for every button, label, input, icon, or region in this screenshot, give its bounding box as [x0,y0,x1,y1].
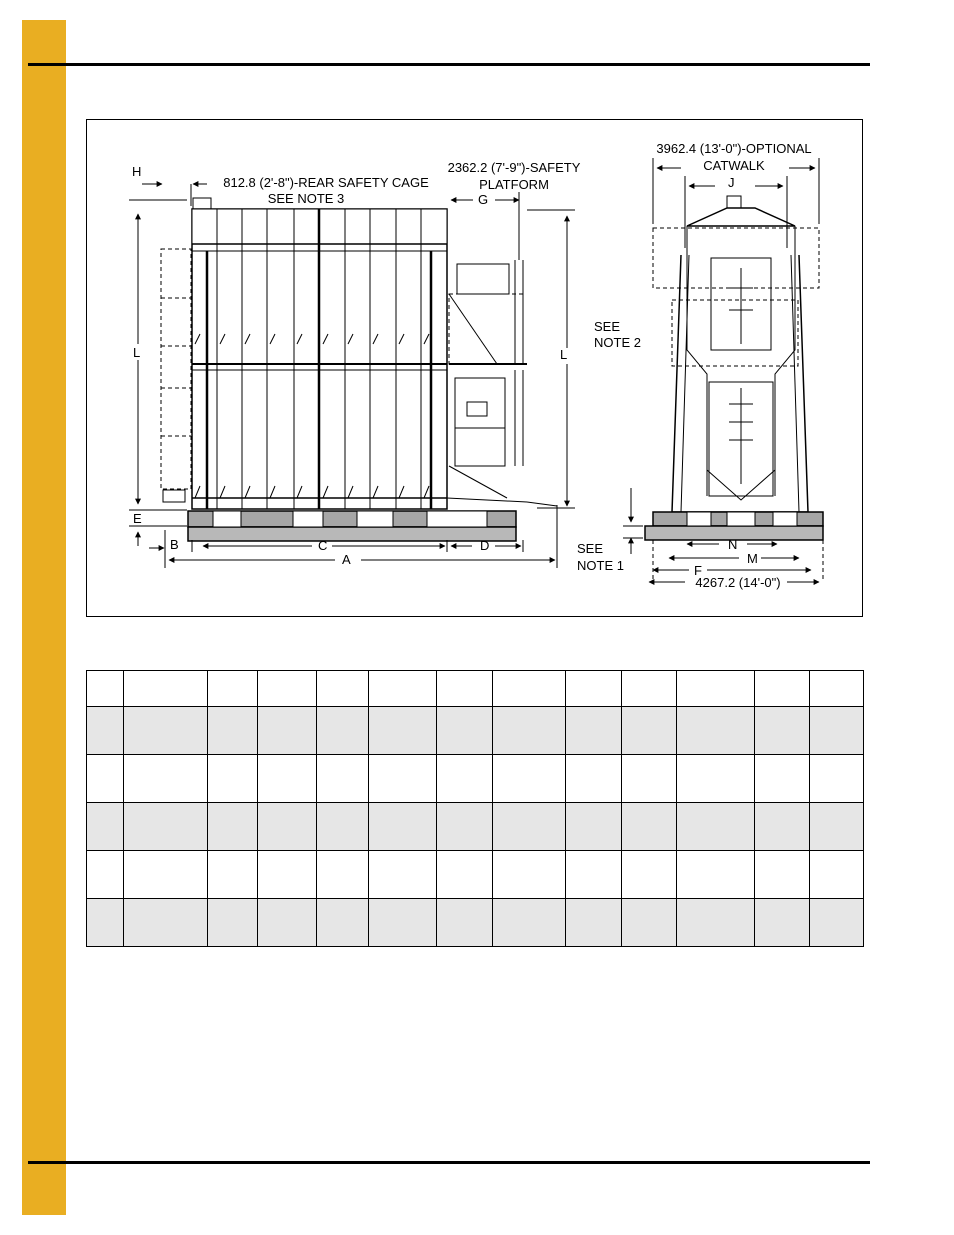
panel-lines [207,209,431,509]
header-cell [437,671,493,707]
table-cell [124,707,208,755]
drawing-svg [87,120,864,618]
table-cell [622,803,677,851]
table-cell [437,803,493,851]
table-cell [810,755,864,803]
header-cell [369,671,437,707]
table-cell [258,803,317,851]
dimension-table [86,670,864,947]
control-panel [455,378,505,466]
table-cell [87,755,124,803]
rear-cage-label-line2: SEE NOTE 3 [267,191,345,206]
table-row [87,755,864,803]
dim-label-b: B [170,537,179,552]
table-cell [124,803,208,851]
dim-label-f: F [694,563,702,578]
header-cell [208,671,258,707]
header-cell [755,671,810,707]
table-cell [258,707,317,755]
table-row [87,803,864,851]
table-row [87,899,864,947]
side-accent-strip [22,20,66,1215]
header-cell [124,671,208,707]
dim-label-d: D [480,538,490,553]
table-cell [677,803,755,851]
table-cell [622,755,677,803]
dim-label-h: H [132,164,142,179]
table-cell [258,899,317,947]
side-view [161,198,557,541]
table-cell [208,755,258,803]
table-cell [566,707,622,755]
header-rule [28,63,870,66]
table-cell [124,755,208,803]
table-cell [677,755,755,803]
footer-rule [28,1161,870,1164]
see-note2-line1: SEE [594,319,621,334]
table-row [87,707,864,755]
dim-label-g: G [478,192,489,207]
table-cell [437,851,493,899]
table-cell [566,803,622,851]
header-cell [317,671,369,707]
table-cell [317,707,369,755]
dim-label-l-left: L [133,345,141,360]
table-cell [437,899,493,947]
rear-cage-label-line1: 812.8 (2'-8")-REAR SAFETY CAGE [223,175,429,190]
catwalk-label-line1: 3962.4 (13'-0")-OPTIONAL [656,141,812,156]
dim-label-m: M [747,551,758,566]
table-cell [677,707,755,755]
header-cell [677,671,755,707]
table-cell [566,755,622,803]
table-cell [87,899,124,947]
dim-label-l-right: L [560,347,568,362]
table-cell [369,899,437,947]
table-cell [124,899,208,947]
table-cell [317,755,369,803]
table-cell [810,707,864,755]
table-cell [810,851,864,899]
rear-cage-outline [161,249,191,489]
table-cell [755,755,810,803]
table-cell [208,707,258,755]
table-cell [124,851,208,899]
table-cell [677,851,755,899]
table-row [87,851,864,899]
table-cell [437,755,493,803]
table-cell [87,803,124,851]
table-cell [369,755,437,803]
table-cell [493,803,566,851]
table-cell [566,851,622,899]
dim-label-n: N [728,537,738,552]
table-cell [208,899,258,947]
table-cell [622,851,677,899]
table-cell [208,851,258,899]
table-cell [622,707,677,755]
table-cell [493,755,566,803]
header-cell [493,671,566,707]
dim-label-c: C [318,538,328,553]
table-cell [437,707,493,755]
table-cell [755,851,810,899]
header-cell [810,671,864,707]
table-cell [493,899,566,947]
dryer-dimension-drawing [86,119,863,617]
table-cell [87,851,124,899]
dim-label-j: J [728,175,735,190]
table-cell [493,707,566,755]
overall-width-label: 4267.2 (14'-0") [695,575,781,590]
table-cell [317,803,369,851]
safety-platform-outline [449,294,523,364]
column-details [195,334,429,498]
table-cell [317,899,369,947]
table-header-row [87,671,864,707]
rear-auger [163,490,185,502]
dim-label-e: E [133,511,142,526]
table-cell [810,899,864,947]
table-cell [369,707,437,755]
table-cell [208,803,258,851]
dim-label-a: A [342,552,351,567]
table-cell [677,899,755,947]
platform-label-line2: PLATFORM [479,177,549,192]
table-cell [369,851,437,899]
header-cell [258,671,317,707]
table-cell [87,707,124,755]
table-cell [369,803,437,851]
table-cell [755,707,810,755]
table-cell [493,851,566,899]
table-cell [810,803,864,851]
table-cell [258,851,317,899]
table-cell [566,899,622,947]
table-cell [755,899,810,947]
table-cell [622,899,677,947]
platform-label-line1: 2362.2 (7'-9")-SAFETY [447,160,581,175]
burner-housing [457,264,509,294]
header-cell [622,671,677,707]
table-cell [258,755,317,803]
catwalk-label-line2: CATWALK [703,158,765,173]
table-cell [317,851,369,899]
table-cell [755,803,810,851]
header-cell [87,671,124,707]
top-cap [687,208,795,226]
header-cell [566,671,622,707]
see-note1-line2: NOTE 1 [577,558,624,573]
see-note1-line1: SEE [577,541,604,556]
end-view [645,196,823,582]
see-note2-line2: NOTE 2 [594,335,641,350]
